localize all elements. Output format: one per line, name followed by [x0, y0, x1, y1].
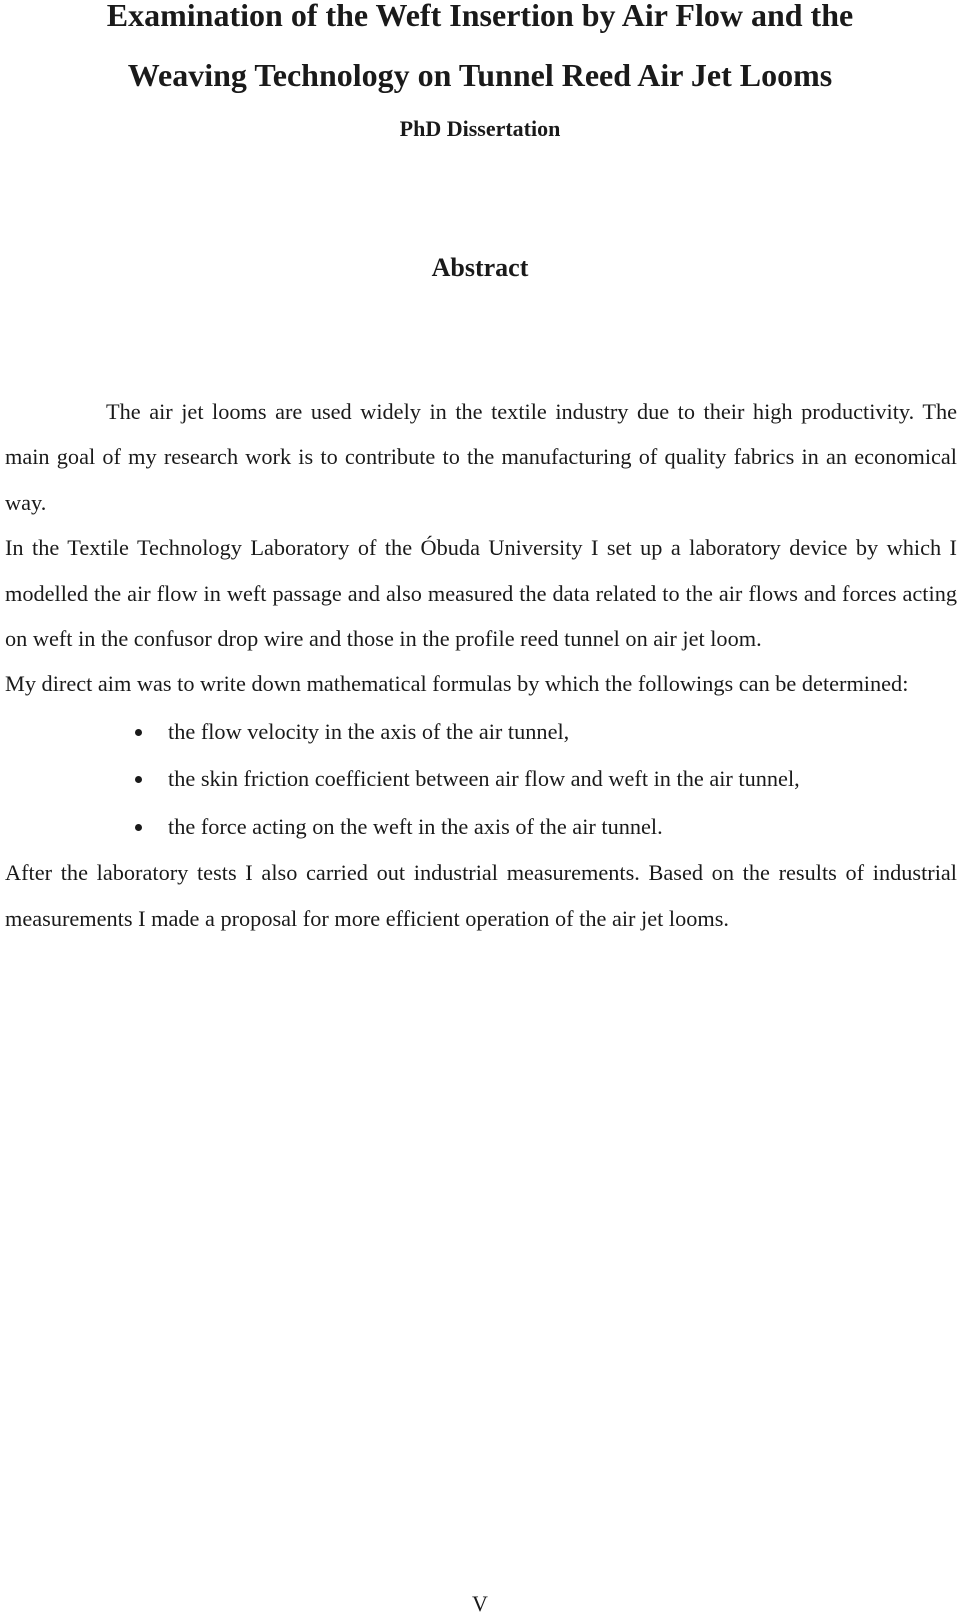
section-heading-abstract: Abstract	[431, 253, 529, 282]
list-item	[5, 755, 957, 803]
list-item	[5, 803, 957, 851]
objectives-list	[5, 708, 957, 851]
document-subtitle: PhD Dissertation	[399, 116, 561, 141]
abstract-paragraph-3: My direct aim was to write down mathematical formulas by which the followings can be determined:	[5, 671, 909, 697]
list-item-text: the skin friction coefficient between air flow and weft in the air tunnel,	[168, 766, 800, 792]
document-title-line-1: Examination of the Weft Insertion by Air Flow and the	[106, 0, 854, 33]
list-item-text: the force acting on the weft in the axis of the air tunnel.	[168, 813, 663, 839]
bullet-icon	[135, 824, 142, 831]
abstract-closing-paragraph: After the laboratory tests I also carried out industrial measurements. Based on the results of industrial measurements I made a proposal for more efficient operation of the air jet looms.	[5, 860, 957, 931]
abstract-body	[5, 389, 957, 941]
abstract-paragraph-1: The air jet looms are used widely in the textile industry due to their high productivity. The main goal of my research work is to contribute to the manufacturing of quality fabrics in an economical way.	[5, 399, 957, 515]
list-item-text: the flow velocity in the axis of the air tunnel,	[168, 718, 570, 744]
page-number: V	[472, 1591, 488, 1616]
document-title-line-2: Weaving Technology on Tunnel Reed Air Jet Looms	[127, 57, 833, 93]
abstract-paragraph-2: In the Textile Technology Laboratory of the Óbuda University I set up a laboratory device by which I modelled the air flow in weft passage and also measured the data related to the air flows and forces acting on weft in the confusor drop wire and those in the profile reed tunnel on air jet loom.	[5, 535, 957, 652]
bullet-icon	[135, 729, 142, 736]
list-item	[5, 708, 957, 756]
bullet-icon	[135, 776, 142, 783]
